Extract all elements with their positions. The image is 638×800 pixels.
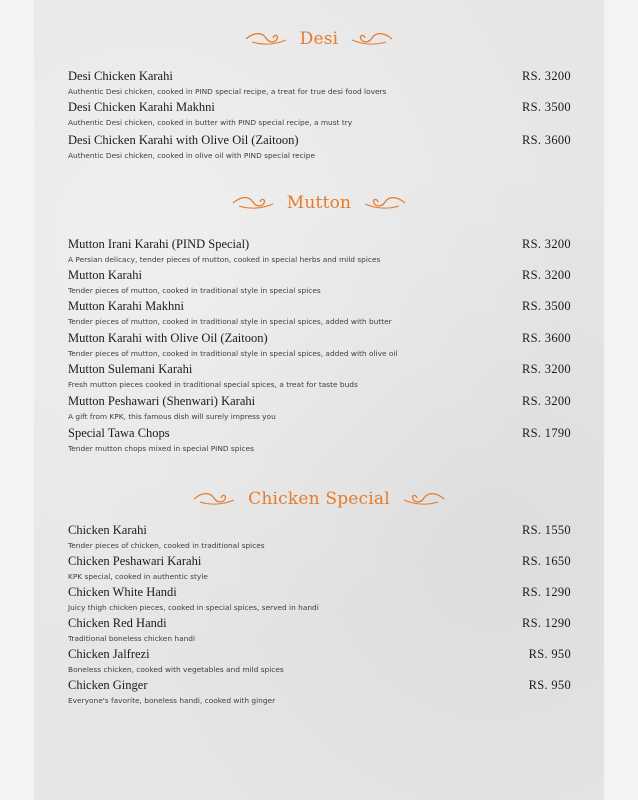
item-description: A gift from KPK, this famous dish will surely impress you [68, 412, 276, 421]
menu-item [68, 647, 571, 674]
menu-item [68, 616, 571, 643]
menu-item [68, 299, 571, 326]
item-description: Boneless chicken, cooked with vegetables and mild spices [68, 665, 284, 674]
section-mutton [34, 188, 604, 218]
item-description: Juicy thigh chicken pieces, cooked in special spices, served in handi [68, 603, 319, 612]
item-name: Mutton Karahi with Olive Oil (Zaitoon) [68, 331, 268, 345]
flourish-right-icon [363, 195, 407, 211]
section-header [34, 188, 604, 218]
item-description: Authentic Desi chicken, cooked in olive oil with PIND special recipe [68, 151, 316, 160]
item-name: Desi Chicken Karahi with Olive Oil (Zaitoon) [68, 133, 299, 147]
item-name: Chicken Karahi [68, 523, 147, 537]
item-name: Chicken Jalfrezi [68, 647, 150, 661]
item-price: RS. 3500 [522, 299, 571, 313]
flourish-left-icon [192, 491, 236, 507]
section-title: Mutton [286, 193, 352, 213]
item-price: RS. 3500 [522, 100, 571, 114]
menu-item [68, 268, 571, 295]
item-description: Tender pieces of chicken, cooked in traditional spices [68, 541, 265, 550]
flourish-right-icon [350, 31, 394, 47]
flourish-left-icon [244, 31, 288, 47]
item-description: Tender mutton chops mixed in special PIND spices [68, 444, 254, 453]
flourish-left-icon [231, 195, 275, 211]
menu-item [68, 426, 571, 453]
item-name: Mutton Karahi Makhni [68, 299, 184, 313]
item-price: RS. 3200 [522, 268, 571, 282]
item-name: Special Tawa Chops [68, 426, 170, 440]
item-name: Chicken Ginger [68, 678, 148, 692]
menu-item [68, 237, 571, 264]
section-header [34, 24, 604, 54]
item-price: RS. 1550 [522, 523, 571, 537]
item-name: Chicken Peshawari Karahi [68, 554, 202, 568]
menu-item [68, 331, 571, 358]
item-description: A Persian delicacy, tender pieces of mutton, cooked in special herbs and mild spices [68, 255, 381, 264]
item-price: RS. 3200 [522, 69, 571, 83]
item-description: Tender pieces of mutton, cooked in traditional style in special spices, added with butter [68, 317, 392, 326]
item-price: RS. 950 [528, 647, 571, 661]
item-price: RS. 1290 [522, 585, 571, 599]
item-price: RS. 3200 [522, 237, 571, 251]
item-name: Chicken Red Handi [68, 616, 167, 630]
item-description: KPK special, cooked in authentic style [68, 572, 208, 581]
item-price: RS. 3200 [522, 394, 571, 408]
item-description: Tender pieces of mutton, cooked in traditional style in special spices [68, 286, 321, 295]
item-name: Chicken White Handi [68, 585, 177, 599]
item-price: RS. 3600 [522, 331, 571, 345]
section-title: Chicken Special [248, 489, 390, 509]
menu-item [68, 554, 571, 581]
section-title: Desi [299, 29, 339, 49]
section-desi [34, 24, 604, 54]
item-description: Tender pieces of mutton, cooked in traditional style in special spices, added with olive oil [68, 349, 398, 358]
item-name: Mutton Irani Karahi (PIND Special) [68, 237, 250, 251]
section-header [34, 484, 604, 514]
item-description: Authentic Desi chicken, cooked in PIND special recipe, a treat for true desi food lovers [68, 87, 387, 96]
menu-item [68, 394, 571, 421]
menu-item [68, 362, 571, 389]
item-price: RS. 1650 [522, 554, 571, 568]
item-name: Mutton Sulemani Karahi [68, 362, 193, 376]
item-description: Everyone's favorite, boneless handi, cooked with ginger [68, 696, 276, 705]
section-chicken-special [34, 484, 604, 514]
item-price: RS. 3600 [522, 133, 571, 147]
menu-page [34, 0, 604, 800]
item-name: Desi Chicken Karahi Makhni [68, 100, 215, 114]
item-description: Fresh mutton pieces cooked in traditional special spices, a treat for taste buds [68, 380, 358, 389]
item-price: RS. 1790 [522, 426, 571, 440]
item-name: Desi Chicken Karahi [68, 69, 173, 83]
menu-item [68, 133, 571, 160]
flourish-right-icon [402, 491, 446, 507]
item-description: Authentic Desi chicken, cooked in butter with PIND special recipe, a must try [68, 118, 353, 127]
menu-item [68, 100, 571, 127]
item-name: Mutton Peshawari (Shenwari) Karahi [68, 394, 256, 408]
item-name: Mutton Karahi [68, 268, 142, 282]
menu-item [68, 69, 571, 96]
menu-item [68, 523, 571, 550]
menu-item [68, 678, 571, 705]
item-price: RS. 1290 [522, 616, 571, 630]
item-price: RS. 3200 [522, 362, 571, 376]
menu-item [68, 585, 571, 612]
item-description: Traditional boneless chicken handi [68, 634, 196, 643]
item-price: RS. 950 [528, 678, 571, 692]
